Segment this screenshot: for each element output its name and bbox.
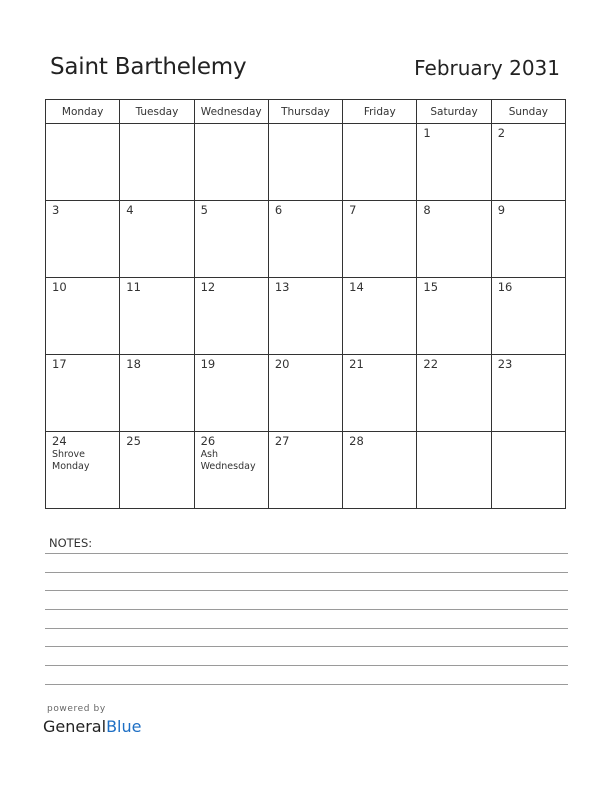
day-cell [343, 124, 417, 201]
week-row [46, 124, 566, 201]
day-number: 2 [497, 126, 506, 140]
day-number: 12 [200, 280, 216, 294]
day-cell [120, 355, 194, 432]
day-cell [194, 201, 268, 278]
day-number: 7 [349, 203, 357, 217]
weekday-wednesday: Wednesday [194, 100, 268, 124]
day-cell [343, 201, 417, 278]
weekday-saturday: Saturday [417, 100, 491, 124]
notes-line [45, 628, 568, 629]
calendar-country-title: Saint Barthelemy [50, 54, 247, 80]
day-number: 8 [423, 203, 431, 217]
brand-general-text: General [43, 717, 107, 736]
day-number: 15 [423, 280, 439, 294]
day-number: 16 [497, 280, 513, 294]
weekday-sunday: Sunday [491, 100, 565, 124]
weekday-thursday: Thursday [268, 100, 342, 124]
day-number: 26 [200, 434, 216, 448]
day-cell [343, 278, 417, 355]
weekday-friday: Friday [343, 100, 417, 124]
day-cell [343, 432, 417, 509]
powered-by-text: powered by [47, 704, 106, 714]
brand-blue-text: Blue [106, 717, 142, 736]
day-number: 18 [126, 357, 141, 371]
day-cell [268, 124, 342, 201]
notes-line [45, 684, 568, 685]
day-cell [194, 432, 268, 509]
notes-line [45, 572, 568, 573]
day-cell [46, 432, 120, 509]
weekday-header-row [46, 100, 566, 124]
day-cell [194, 355, 268, 432]
notes-line [45, 609, 568, 610]
day-number: 11 [126, 280, 141, 294]
day-number: 20 [274, 357, 290, 371]
week-row [46, 355, 566, 432]
day-cell [417, 432, 491, 509]
day-cell [194, 124, 268, 201]
day-cell [417, 201, 491, 278]
holiday-label: Ash Wednesday [200, 449, 256, 472]
day-number: 24 [52, 434, 67, 448]
holiday-label: Shrove Monday [52, 449, 90, 472]
notes-line [45, 665, 568, 666]
notes-label: NOTES: [49, 536, 93, 550]
day-number: 27 [274, 434, 290, 448]
day-number: 28 [349, 434, 364, 448]
day-cell [417, 355, 491, 432]
generalblue-logo [43, 717, 141, 736]
day-number: 23 [497, 357, 513, 371]
week-row [46, 432, 566, 509]
day-cell [491, 124, 565, 201]
day-number: 25 [126, 434, 141, 448]
calendar-grid [45, 99, 566, 509]
day-cell [46, 278, 120, 355]
day-number: 17 [52, 357, 67, 371]
day-cell [268, 432, 342, 509]
day-cell [120, 432, 194, 509]
day-number: 21 [349, 357, 364, 371]
calendar-month-title: February 2031 [414, 56, 560, 80]
day-cell [120, 124, 194, 201]
day-cell [417, 124, 491, 201]
day-number: 6 [274, 203, 283, 217]
day-cell [120, 278, 194, 355]
day-number: 19 [200, 357, 216, 371]
day-cell [491, 278, 565, 355]
day-cell [417, 278, 491, 355]
day-number: 22 [423, 357, 439, 371]
weekday-tuesday: Tuesday [120, 100, 194, 124]
notes-line [45, 590, 568, 591]
day-cell [491, 201, 565, 278]
day-cell [268, 278, 342, 355]
day-cell [268, 355, 342, 432]
day-cell [268, 201, 342, 278]
day-number: 3 [52, 203, 60, 217]
day-cell [120, 201, 194, 278]
day-number: 1 [423, 126, 431, 140]
weekday-monday: Monday [46, 100, 120, 124]
day-number: 14 [349, 280, 364, 294]
day-number: 13 [274, 280, 290, 294]
day-number: 4 [126, 203, 134, 217]
day-cell [343, 355, 417, 432]
day-cell [491, 432, 565, 509]
day-number: 5 [200, 203, 208, 217]
week-row [46, 278, 566, 355]
day-number: 9 [497, 203, 506, 217]
week-row [46, 201, 566, 278]
day-cell [46, 355, 120, 432]
notes-line [45, 646, 568, 647]
day-cell [491, 355, 565, 432]
day-cell [194, 278, 268, 355]
day-number: 10 [52, 280, 67, 294]
day-cell [46, 201, 120, 278]
day-cell [46, 124, 120, 201]
notes-line [45, 553, 568, 554]
